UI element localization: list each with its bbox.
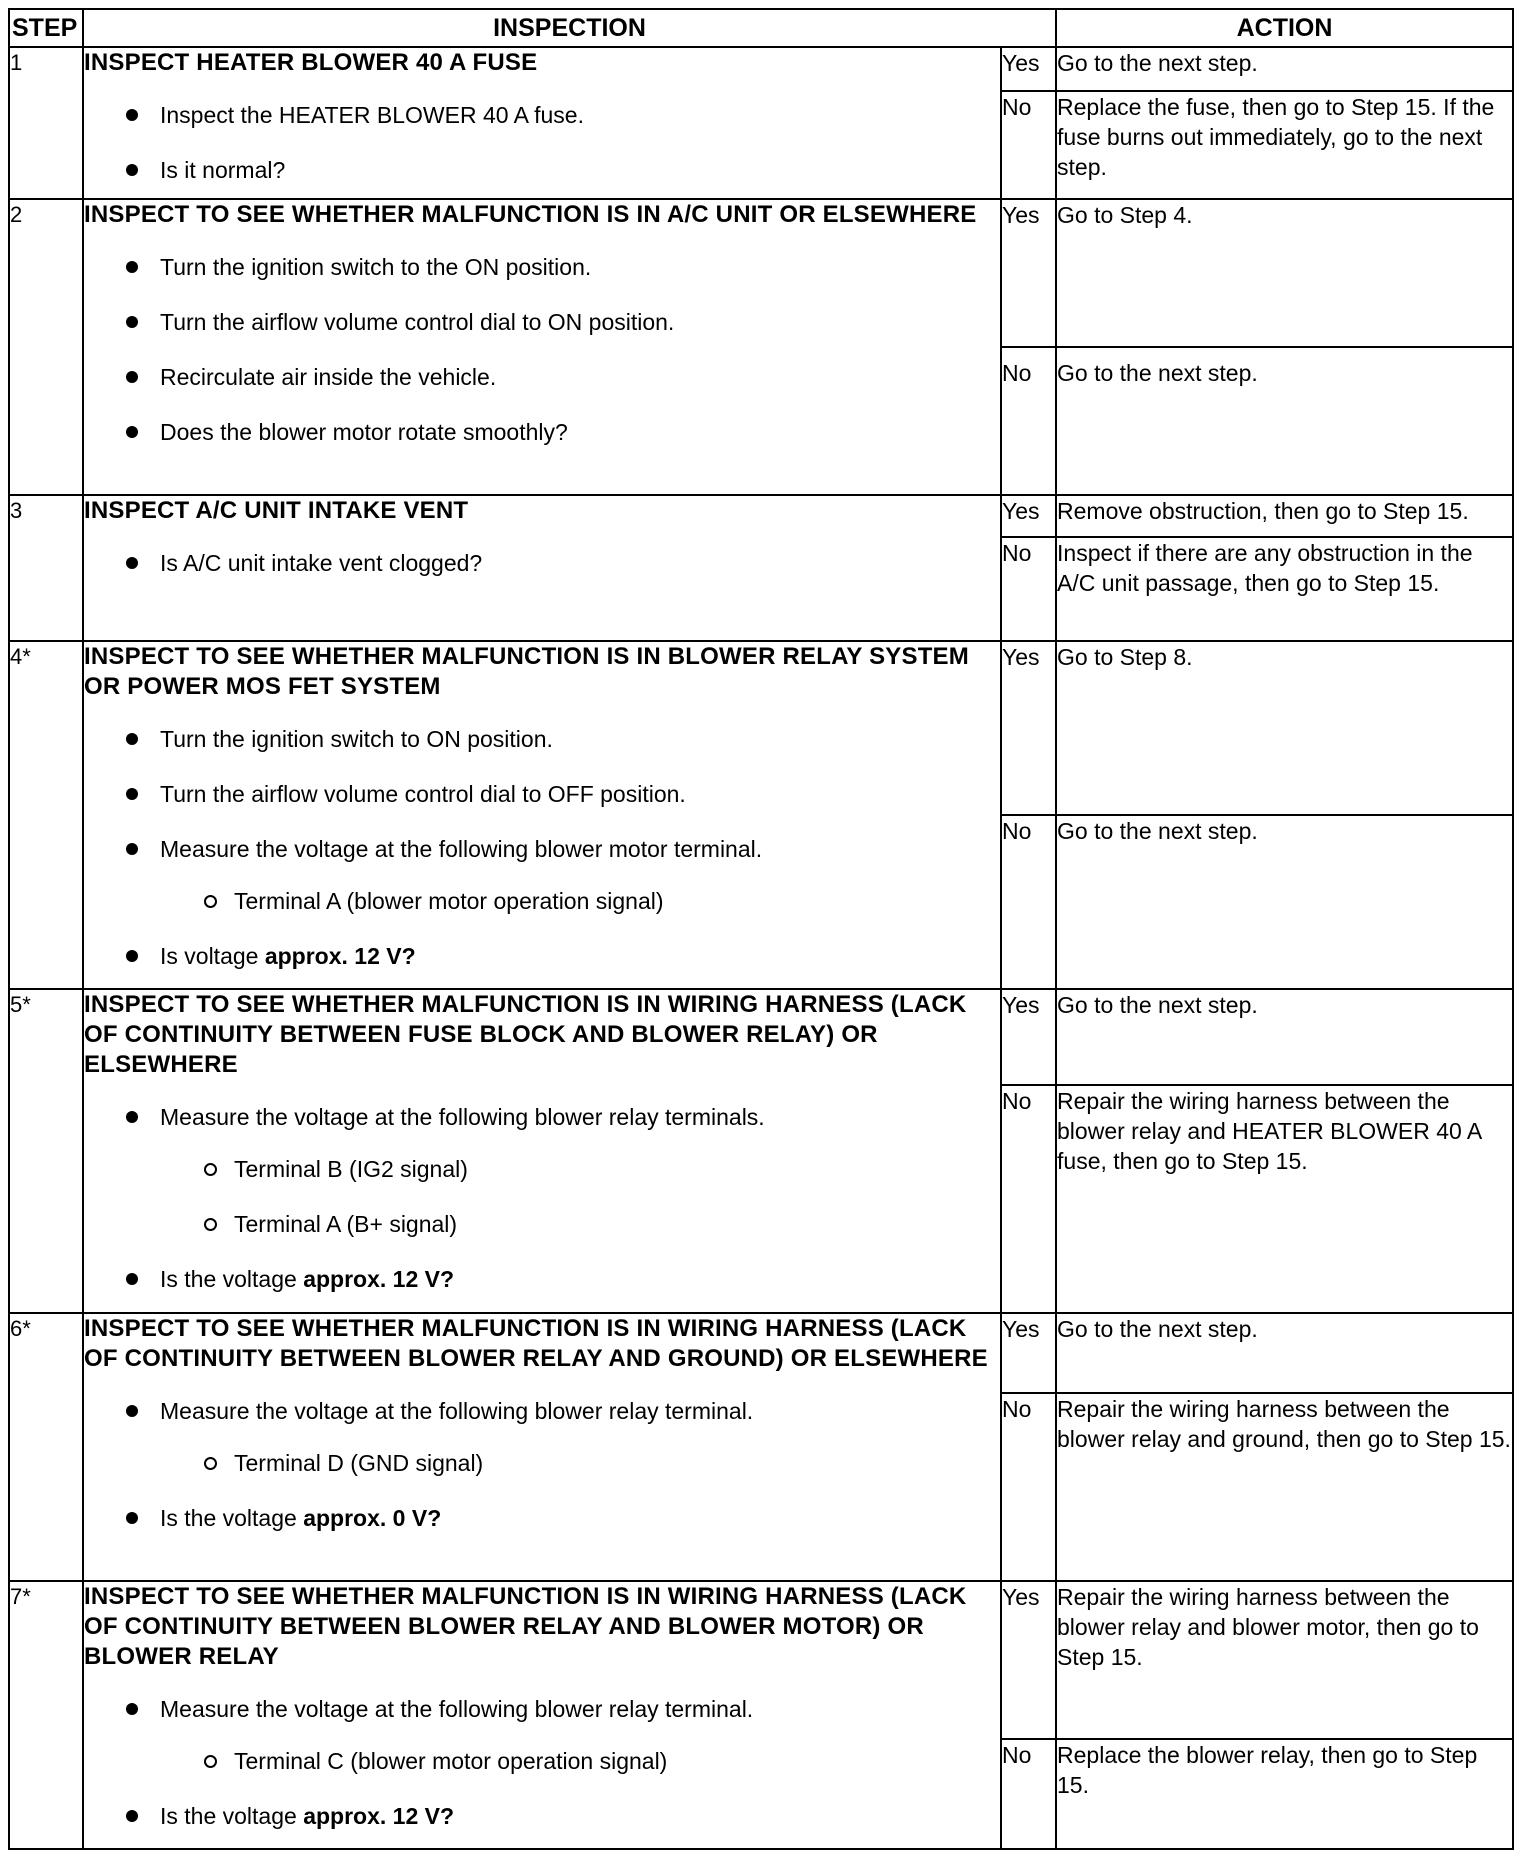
terminal-item [84, 1209, 1000, 1239]
step-title: INSPECT HEATER BLOWER 40 A FUSE [84, 49, 538, 76]
circle-bullet-icon [204, 1163, 217, 1176]
step-2-yes-row [9, 199, 1513, 347]
step-column-header: STEP [9, 9, 83, 47]
step-inspection [83, 641, 1001, 989]
step-inspection [83, 495, 1001, 641]
circle-bullet-icon [204, 895, 217, 908]
step-title: INSPECT TO SEE WHETHER MALFUNCTION IS IN WIRING HARNESS (LACK OF CONTINUITY BETWEEN BLOWER RELAY AND GROUND) OR ELSEWHERE [84, 1315, 988, 1372]
yes-label: Yes [1001, 1581, 1056, 1739]
step-5-yes-row [9, 989, 1513, 1085]
check-text: Turn the ignition switch to ON position. [160, 726, 553, 752]
action-column-header: ACTION [1056, 9, 1513, 47]
check-item [84, 724, 1000, 754]
check-text: Recirculate air inside the vehicle. [160, 364, 497, 390]
yes-action: Repair the wiring harness between the blower relay and blower motor, then go to Step 15. [1056, 1581, 1513, 1739]
no-label: No [1001, 1393, 1056, 1581]
terminal-list [84, 1746, 1000, 1776]
check-text: Is A/C unit intake vent clogged? [160, 550, 483, 576]
check-text: Turn the airflow volume control dial to ON position. [160, 309, 675, 335]
check-value: approx. 12 V? [303, 1803, 455, 1829]
bullet-icon [126, 109, 138, 121]
yes-action: Go to Step 8. [1056, 641, 1513, 815]
yes-label: Yes [1001, 1313, 1056, 1393]
step-number: 1 [9, 47, 83, 199]
no-action: Repair the wiring harness between the blower relay and ground, then go to Step 15. [1056, 1393, 1513, 1581]
step-title: INSPECT TO SEE WHETHER MALFUNCTION IS IN WIRING HARNESS (LACK OF CONTINUITY BETWEEN FUSE BLOCK AND BLOWER RELAY) OR ELSEWHERE [84, 991, 967, 1078]
no-label: No [1001, 347, 1056, 495]
check-item [84, 941, 1000, 971]
check-item [84, 1503, 1000, 1533]
check-text: Is the voltage [160, 1266, 304, 1292]
check-item [84, 1396, 1000, 1478]
bullet-icon [126, 261, 138, 273]
bullet-icon [126, 1512, 138, 1524]
yes-label: Yes [1001, 641, 1056, 815]
step-inspection [83, 1313, 1001, 1581]
check-text: Is it normal? [160, 157, 286, 183]
bullet-icon [126, 950, 138, 962]
terminal-item [84, 1154, 1000, 1184]
step-number: 5* [9, 989, 83, 1313]
circle-bullet-icon [204, 1457, 217, 1470]
circle-bullet-icon [204, 1218, 217, 1231]
no-label: No [1001, 1085, 1056, 1313]
check-value: approx. 0 V? [303, 1505, 442, 1531]
bullet-icon [126, 371, 138, 383]
check-text: Is the voltage [160, 1505, 304, 1531]
check-value: approx. 12 V? [303, 1266, 455, 1292]
step-number: 6* [9, 1313, 83, 1581]
no-action: Replace the fuse, then go to Step 15. If the fuse burns out immediately, go to the next step. [1056, 91, 1513, 199]
step-number: 2 [9, 199, 83, 495]
check-text: Inspect the HEATER BLOWER 40 A fuse. [160, 102, 584, 128]
check-list [84, 1694, 1000, 1831]
check-item [84, 252, 1000, 282]
no-action: Inspect if there are any obstruction in the A/C unit passage, then go to Step 15. [1056, 537, 1513, 641]
no-label: No [1001, 91, 1056, 199]
terminal-text: Terminal C (blower motor operation signal) [234, 1748, 668, 1774]
check-item [84, 1102, 1000, 1239]
no-label: No [1001, 815, 1056, 989]
check-text: Measure the voltage at the following blower relay terminal. [160, 1398, 754, 1424]
yes-label: Yes [1001, 47, 1056, 91]
check-list [84, 724, 1000, 971]
check-item [84, 548, 1000, 578]
step-6-yes-row [9, 1313, 1513, 1393]
check-value: approx. 12 V? [264, 943, 416, 969]
terminal-text: Terminal A (blower motor operation signal) [234, 888, 664, 914]
check-item [84, 307, 1000, 337]
terminal-list [84, 1154, 1000, 1239]
no-action: Repair the wiring harness between the blower relay and HEATER BLOWER 40 A fuse, then go to Step 15. [1056, 1085, 1513, 1313]
step-title: INSPECT A/C UNIT INTAKE VENT [84, 497, 469, 524]
step-inspection [83, 1581, 1001, 1849]
check-list [84, 1396, 1000, 1533]
yes-label: Yes [1001, 199, 1056, 347]
terminal-item [84, 1448, 1000, 1478]
check-text: Does the blower motor rotate smoothly? [160, 419, 568, 445]
step-3-yes-row [9, 495, 1513, 537]
check-text: Measure the voltage at the following blower motor terminal. [160, 836, 763, 862]
terminal-list [84, 1448, 1000, 1478]
step-number: 4* [9, 641, 83, 989]
check-item [84, 362, 1000, 392]
check-text: Turn the airflow volume control dial to OFF position. [160, 781, 686, 807]
check-item [84, 1264, 1000, 1294]
check-list [84, 1102, 1000, 1294]
check-item [84, 1694, 1000, 1776]
step-title: INSPECT TO SEE WHETHER MALFUNCTION IS IN A/C UNIT OR ELSEWHERE [84, 201, 977, 228]
check-item [84, 1801, 1000, 1831]
bullet-icon [126, 788, 138, 800]
check-list [84, 548, 1000, 578]
check-text: Measure the voltage at the following blower relay terminals. [160, 1104, 765, 1130]
bullet-icon [126, 557, 138, 569]
check-text: Is the voltage [160, 1803, 304, 1829]
bullet-icon [126, 1273, 138, 1285]
check-item [84, 834, 1000, 916]
bullet-icon [126, 316, 138, 328]
terminal-text: Terminal A (B+ signal) [234, 1211, 458, 1237]
step-4-yes-row [9, 641, 1513, 815]
yes-action: Remove obstruction, then go to Step 15. [1056, 495, 1513, 537]
check-item [84, 100, 1000, 130]
step-title: INSPECT TO SEE WHETHER MALFUNCTION IS IN WIRING HARNESS (LACK OF CONTINUITY BETWEEN BLOWER RELAY AND BLOWER MOTOR) OR BLOWER RELAY [84, 1583, 967, 1670]
step-1-yes-row [9, 47, 1513, 91]
yes-label: Yes [1001, 495, 1056, 537]
circle-bullet-icon [204, 1755, 217, 1768]
bullet-icon [126, 843, 138, 855]
terminal-list [84, 886, 1000, 916]
bullet-icon [126, 733, 138, 745]
inspection-column-header: INSPECTION [83, 9, 1056, 47]
yes-action: Go to Step 4. [1056, 199, 1513, 347]
step-title: INSPECT TO SEE WHETHER MALFUNCTION IS IN BLOWER RELAY SYSTEM OR POWER MOS FET SYSTEM [84, 643, 969, 700]
step-number: 7* [9, 1581, 83, 1849]
no-action: Replace the blower relay, then go to Step 15. [1056, 1739, 1513, 1849]
check-item [84, 417, 1000, 447]
terminal-item [84, 886, 1000, 916]
terminal-text: Terminal B (IG2 signal) [234, 1156, 468, 1182]
step-inspection [83, 989, 1001, 1313]
bullet-icon [126, 164, 138, 176]
bullet-icon [126, 426, 138, 438]
check-list [84, 252, 1000, 447]
check-text: Turn the ignition switch to the ON position. [160, 254, 592, 280]
terminal-text: Terminal D (GND signal) [234, 1450, 484, 1476]
check-list [84, 100, 1000, 185]
terminal-item [84, 1746, 1000, 1776]
yes-action: Go to the next step. [1056, 47, 1513, 91]
bullet-icon [126, 1111, 138, 1123]
no-label: No [1001, 1739, 1056, 1849]
step-inspection [83, 47, 1001, 199]
no-action: Go to the next step. [1056, 815, 1513, 989]
yes-action: Go to the next step. [1056, 989, 1513, 1085]
step-number: 3 [9, 495, 83, 641]
check-text: Measure the voltage at the following blower relay terminal. [160, 1696, 754, 1722]
no-label: No [1001, 537, 1056, 641]
yes-label: Yes [1001, 989, 1056, 1085]
table-header-row [9, 9, 1513, 47]
check-item [84, 155, 1000, 185]
bullet-icon [126, 1405, 138, 1417]
check-item [84, 779, 1000, 809]
yes-action: Go to the next step. [1056, 1313, 1513, 1393]
step-7-yes-row [9, 1581, 1513, 1739]
diagnostic-table [8, 8, 1514, 1850]
no-action: Go to the next step. [1056, 347, 1513, 495]
bullet-icon [126, 1703, 138, 1715]
check-text: Is voltage [160, 943, 265, 969]
bullet-icon [126, 1810, 138, 1822]
step-inspection [83, 199, 1001, 495]
